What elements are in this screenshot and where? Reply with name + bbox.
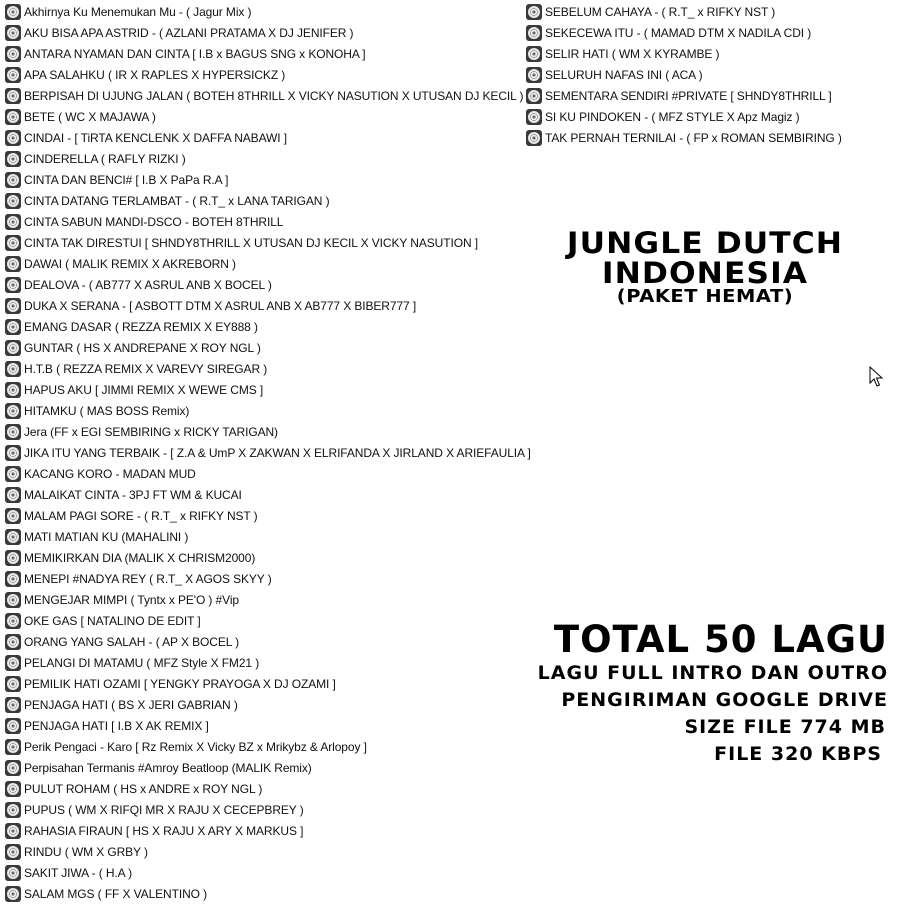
media-file-icon	[5, 151, 21, 167]
file-name: PEMILIK HATI OZAMI [ YENGKY PRAYOGA X DJ OZAMI ]	[24, 676, 336, 691]
file-item[interactable]	[4, 883, 524, 904]
file-name: DUKA X SERANA - [ ASBOTT DTM X ASRUL ANB X AB777 X BIBER777 ]	[24, 298, 417, 313]
media-file-icon	[526, 88, 542, 104]
file-name: MALAM PAGI SORE - ( R.T_ x RIFKY NST )	[24, 508, 258, 523]
media-file-icon	[5, 634, 21, 650]
file-item[interactable]	[4, 694, 524, 715]
promo-title-block	[545, 228, 865, 307]
file-item[interactable]	[4, 799, 524, 820]
file-item[interactable]	[4, 169, 524, 190]
file-item[interactable]	[4, 673, 524, 694]
file-item[interactable]	[4, 85, 524, 106]
media-file-icon	[5, 277, 21, 293]
file-item[interactable]	[4, 211, 524, 232]
file-item[interactable]	[525, 43, 855, 64]
file-name: Perpisahan Termanis #Amroy Beatloop (MALIK Remix)	[24, 760, 312, 775]
media-file-icon	[5, 529, 21, 545]
media-file-icon	[5, 403, 21, 419]
file-item[interactable]	[4, 568, 524, 589]
media-file-icon	[5, 235, 21, 251]
file-name: CINDAI - [ TiRTA KENCLENK X DAFFA NABAWI ]	[24, 130, 287, 145]
media-file-icon	[5, 319, 21, 335]
promo-info-block	[488, 620, 888, 768]
promo-title-line-1: JUNGLE DUTCH	[566, 226, 844, 260]
media-file-icon	[5, 424, 21, 440]
file-name: CINTA TAK DIRESTUI [ SHNDY8THRILL X UTUSAN DJ KECIL X VICKY NASUTION ]	[24, 235, 478, 250]
file-item[interactable]	[4, 757, 524, 778]
media-file-icon	[5, 340, 21, 356]
file-item[interactable]	[4, 610, 524, 631]
file-item[interactable]	[525, 85, 855, 106]
file-item[interactable]	[4, 148, 524, 169]
media-file-icon	[5, 67, 21, 83]
file-name: MENEPI #NADYA REY ( R.T_ X AGOS SKYY )	[24, 571, 272, 586]
media-file-icon	[5, 550, 21, 566]
file-name: Akhirnya Ku Menemukan Mu - ( Jagur Mix )	[24, 4, 252, 19]
media-file-icon	[5, 886, 21, 902]
file-name: CINTA DATANG TERLAMBAT - ( R.T_ x LANA TARIGAN )	[24, 193, 330, 208]
file-item[interactable]	[4, 253, 524, 274]
file-name: BERPISAH DI UJUNG JALAN ( BOTEH 8THRILL X VICKY NASUTION X UTUSAN DJ KECIL )	[24, 88, 524, 103]
file-list-right	[525, 1, 855, 148]
media-file-icon	[5, 256, 21, 272]
media-file-icon	[5, 487, 21, 503]
media-file-icon	[5, 361, 21, 377]
info-line-size: SIZE FILE 774 MB	[684, 716, 886, 738]
file-name: CINTA SABUN MANDI-DSCO - BOTEH 8THRILL	[24, 214, 284, 229]
file-name: PELANGI DI MATAMU ( MFZ Style X FM21 )	[24, 655, 260, 670]
file-item[interactable]	[525, 22, 855, 43]
media-file-icon	[5, 697, 21, 713]
media-file-icon	[5, 571, 21, 587]
media-file-icon	[526, 46, 542, 62]
file-name: CINDERELLA ( RAFLY RIZKI )	[24, 151, 186, 166]
file-item[interactable]	[4, 1, 524, 22]
media-file-icon	[5, 802, 21, 818]
media-file-icon	[5, 25, 21, 41]
file-name: DAWAI ( MALIK REMIX X AKREBORN )	[24, 256, 236, 271]
media-file-icon	[5, 781, 21, 797]
media-file-icon	[5, 655, 21, 671]
file-item[interactable]	[4, 736, 524, 757]
file-item[interactable]	[4, 526, 524, 547]
media-file-icon	[5, 718, 21, 734]
media-file-icon	[5, 823, 21, 839]
file-name: TAK PERNAH TERNILAI - ( FP x ROMAN SEMBIRING )	[545, 130, 842, 145]
media-file-icon	[5, 172, 21, 188]
file-item[interactable]	[4, 379, 524, 400]
file-item[interactable]	[4, 190, 524, 211]
file-name: CINTA DAN BENCI# [ I.B X PaPa R.A ]	[24, 172, 229, 187]
file-name: AKU BISA APA ASTRID - ( AZLANI PRATAMA X DJ JENIFER )	[24, 25, 354, 40]
mouse-cursor-icon	[869, 366, 883, 388]
file-item[interactable]	[4, 463, 524, 484]
file-name: MALAIKAT CINTA - 3PJ FT WM & KUCAI	[24, 487, 242, 502]
file-item[interactable]	[4, 421, 524, 442]
file-item[interactable]	[4, 862, 524, 883]
file-name: SEBELUM CAHAYA - ( R.T_ x RIFKY NST )	[545, 4, 776, 19]
info-line-delivery: PENGIRIMAN GOOGLE DRIVE	[561, 689, 888, 711]
file-name: Perik Pengaci - Karo [ Rz Remix X Vicky BZ x Mrikybz & Arlopoy ]	[24, 739, 367, 754]
media-file-icon	[5, 4, 21, 20]
media-file-icon	[5, 193, 21, 209]
file-name: ANTARA NYAMAN DAN CINTA [ I.B x BAGUS SNG x KONOHA ]	[24, 46, 366, 61]
file-name: MENGEJAR MIMPI ( Tyntx x PE'O ) #Vip	[24, 592, 239, 607]
file-item[interactable]	[4, 505, 524, 526]
media-file-icon	[5, 508, 21, 524]
file-item[interactable]	[4, 358, 524, 379]
file-item[interactable]	[4, 652, 524, 673]
media-file-icon	[5, 382, 21, 398]
media-file-icon	[5, 613, 21, 629]
file-item[interactable]	[4, 295, 524, 316]
info-line-full-intro: LAGU FULL INTRO DAN OUTRO	[537, 662, 888, 684]
file-name: OKE GAS [ NATALINO DE EDIT ]	[24, 613, 201, 628]
media-file-icon	[5, 739, 21, 755]
file-name: PULUT ROHAM ( HS x ANDRE x ROY NGL )	[24, 781, 263, 796]
file-item[interactable]	[4, 715, 524, 736]
file-name: PENJAGA HATI ( BS X JERI GABRIAN )	[24, 697, 238, 712]
file-name: DEALOVA - ( AB777 X ASRUL ANB X BOCEL )	[24, 277, 272, 292]
file-item[interactable]	[525, 106, 855, 127]
file-name: RAHASIA FIRAUN [ HS X RAJU X ARY X MARKUS ]	[24, 823, 304, 838]
file-name: GUNTAR ( HS X ANDREPANE X ROY NGL )	[24, 340, 261, 355]
media-file-icon	[526, 67, 542, 83]
file-item[interactable]	[4, 547, 524, 568]
media-file-icon	[5, 760, 21, 776]
file-name: HAPUS AKU [ JIMMI REMIX X WEWE CMS ]	[24, 382, 264, 397]
media-file-icon	[5, 676, 21, 692]
file-item[interactable]	[4, 778, 524, 799]
file-name: SELIR HATI ( WM X KYRAMBE )	[545, 46, 720, 61]
file-name: KACANG KORO - MADAN MUD	[24, 466, 196, 481]
file-item[interactable]	[4, 841, 524, 862]
file-name: HITAMKU ( MAS BOSS Remix)	[24, 403, 190, 418]
promo-subtitle: (PAKET HEMAT)	[616, 286, 794, 307]
file-name: BETE ( WC X MAJAWA )	[24, 109, 156, 124]
media-file-icon	[5, 865, 21, 881]
file-item[interactable]	[525, 64, 855, 85]
file-item[interactable]	[4, 400, 524, 421]
file-name: SEKECEWA ITU - ( MAMAD DTM X NADILA CDI )	[545, 25, 812, 40]
file-name: MEMIKIRKAN DIA (MALIK X CHRISM2000)	[24, 550, 256, 565]
file-name: EMANG DASAR ( REZZA REMIX X EY888 )	[24, 319, 258, 334]
media-file-icon	[5, 592, 21, 608]
media-file-icon	[526, 4, 542, 20]
promo-title-line-2: INDONESIA	[601, 256, 809, 290]
file-item[interactable]	[525, 127, 855, 148]
file-item[interactable]	[4, 232, 524, 253]
file-name: SEMENTARA SENDIRI #PRIVATE [ SHNDY8THRILL ]	[545, 88, 832, 103]
media-file-icon	[5, 466, 21, 482]
file-name: MATI MATIAN KU (MAHALINI )	[24, 529, 189, 544]
media-file-icon	[5, 130, 21, 146]
file-item[interactable]	[525, 1, 855, 22]
media-file-icon	[526, 130, 542, 146]
media-file-icon	[526, 109, 542, 125]
file-name: SAKIT JIWA - ( H.A )	[24, 865, 133, 880]
media-file-icon	[5, 214, 21, 230]
file-name: ORANG YANG SALAH - ( AP X BOCEL )	[24, 634, 239, 649]
file-name: RINDU ( WM X GRBY )	[24, 844, 148, 859]
file-item[interactable]	[4, 442, 531, 463]
file-name: JIKA ITU YANG TERBAIK - [ Z.A & UmP X ZAKWAN X ELRIFANDA X JIRLAND X ARIEFAULIA ]	[24, 445, 531, 460]
file-name: SI KU PINDOKEN - ( MFZ STYLE X Apz Magiz )	[545, 109, 800, 124]
file-name: PUPUS ( WM X RIFQI MR X RAJU X CECEPBREY )	[24, 802, 304, 817]
file-item[interactable]	[4, 820, 524, 841]
media-file-icon	[5, 298, 21, 314]
file-item[interactable]	[4, 484, 524, 505]
media-file-icon	[5, 445, 21, 461]
file-item[interactable]	[4, 106, 524, 127]
file-item[interactable]	[4, 316, 524, 337]
file-item[interactable]	[4, 22, 524, 43]
media-file-icon	[5, 844, 21, 860]
file-name: APA SALAHKU ( IR X RAPLES X HYPERSICKZ )	[24, 67, 286, 82]
file-name: H.T.B ( REZZA REMIX X VAREVY SIREGAR )	[24, 361, 268, 376]
info-line-bitrate: FILE 320 KBPS	[714, 743, 882, 765]
file-item[interactable]	[4, 589, 524, 610]
file-item[interactable]	[4, 64, 524, 85]
file-name: PENJAGA HATI [ I.B X AK REMIX ]	[24, 718, 209, 733]
file-name: SALAM MGS ( FF X VALENTINO )	[24, 886, 208, 901]
media-file-icon	[5, 109, 21, 125]
file-item[interactable]	[4, 337, 524, 358]
file-item[interactable]	[4, 274, 524, 295]
file-item[interactable]	[4, 43, 524, 64]
file-item[interactable]	[4, 127, 524, 148]
file-name: Jera (FF x EGI SEMBIRING x RICKY TARIGAN)	[24, 424, 278, 439]
file-name: SELURUH NAFAS INI ( ACA )	[545, 67, 703, 82]
file-list-left	[4, 1, 531, 904]
media-file-icon	[526, 25, 542, 41]
media-file-icon	[5, 46, 21, 62]
media-file-icon	[5, 88, 21, 104]
file-item[interactable]	[4, 631, 524, 652]
total-songs-label: TOTAL 50 LAGU	[553, 618, 888, 661]
